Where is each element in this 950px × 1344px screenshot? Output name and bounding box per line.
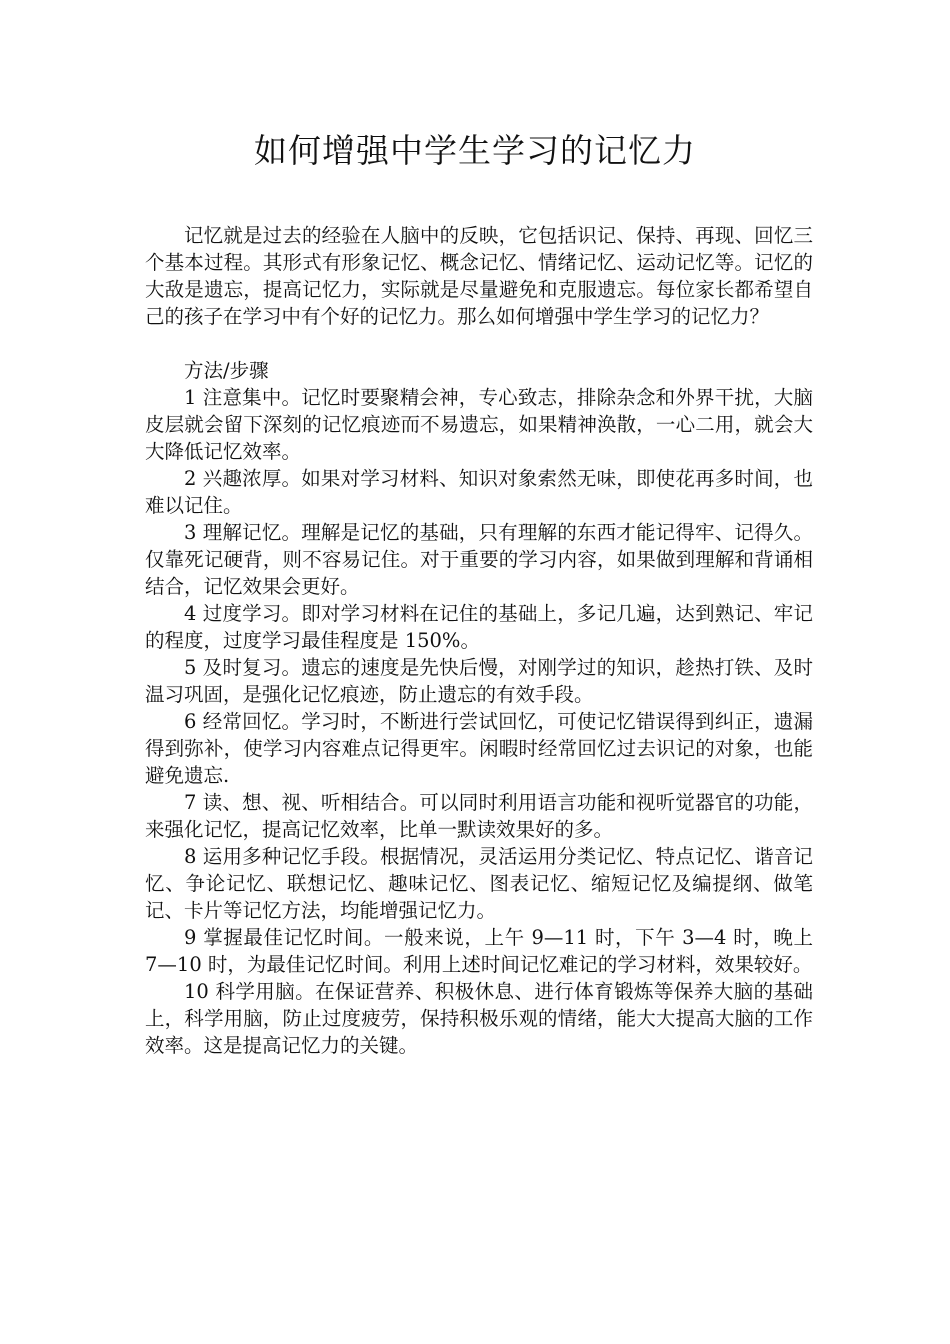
- step-paragraph-5: 5 及时复习。遗忘的速度是先快后慢，对刚学过的知识，趁热打铁、及时温习巩固，是强化记忆痕迹，防止遗忘的有效手段。: [145, 656, 813, 706]
- step-paragraph-1: 1 注意集中。记忆时要聚精会神，专心致志，排除杂念和外界干扰，大脑皮层就会留下深刻的记忆痕迹而不易遗忘，如果精神涣散，一心二用，就会大大降低记忆效率。: [145, 386, 813, 463]
- document-title: 如何增强中学生学习的记忆力: [254, 131, 696, 170]
- step-paragraph-7: 7 读、想、视、听相结合。可以同时利用语言功能和视听觉器官的功能，来强化记忆，提高记忆效率，比单一默读效果好的多。: [145, 791, 813, 841]
- intro-paragraph: 记忆就是过去的经验在人脑中的反映，它包括识记、保持、再现、回忆三个基本过程。其形式有形象记忆、概念记忆、情绪记忆、运动记忆等。记忆的大敌是遗忘，提高记忆力，实际就是尽量避免和克服遗忘。每位家长都希望自己的孩子在学习中有个好的记忆力。那么如何增强中学生学习的记忆力？: [145, 224, 813, 328]
- step-paragraph-9: 9 掌握最佳记忆时间。一般来说，上午 9—11 时，下午 3—4 时，晚上 7—10 时，为最佳记忆时间。利用上述时间记忆难记的学习材料，效果较好。: [145, 926, 813, 976]
- step-paragraph-3: 3 理解记忆。理解是记忆的基础，只有理解的东西才能记得牢、记得久。仅靠死记硬背，则不容易记住。对于重要的学习内容，如果做到理解和背诵相结合，记忆效果会更好。: [145, 521, 813, 598]
- step-paragraph-10: 10 科学用脑。在保证营养、积极休息、进行体育锻炼等保养大脑的基础上，科学用脑，防止过度疲劳，保持积极乐观的情绪，能大大提高大脑的工作效率。这是提高记忆力的关键。: [145, 980, 813, 1057]
- step-paragraph-4: 4 过度学习。即对学习材料在记住的基础上，多记几遍，达到熟记、牢记的程度，过度学习最佳程度是 150%。: [145, 602, 813, 652]
- step-paragraph-6: 6 经常回忆。学习时，不断进行尝试回忆，可使记忆错误得到纠正，遗漏得到弥补，使学习内容难点记得更牢。闲暇时经常回忆过去识记的对象，也能避免遗忘.: [145, 710, 813, 787]
- document-body: [145, 222, 813, 1059]
- step-paragraph-2: 2 兴趣浓厚。如果对学习材料、知识对象索然无味，即使花再多时间，也难以记住。: [145, 467, 813, 517]
- step-paragraph-8: 8 运用多种记忆手段。根据情况，灵活运用分类记忆、特点记忆、谐音记忆、争论记忆、联想记忆、趣味记忆、图表记忆、缩短记忆及编提纲、做笔记、卡片等记忆方法，均能增强记忆力。: [145, 845, 813, 922]
- method-heading: 方法/步骤: [184, 359, 269, 382]
